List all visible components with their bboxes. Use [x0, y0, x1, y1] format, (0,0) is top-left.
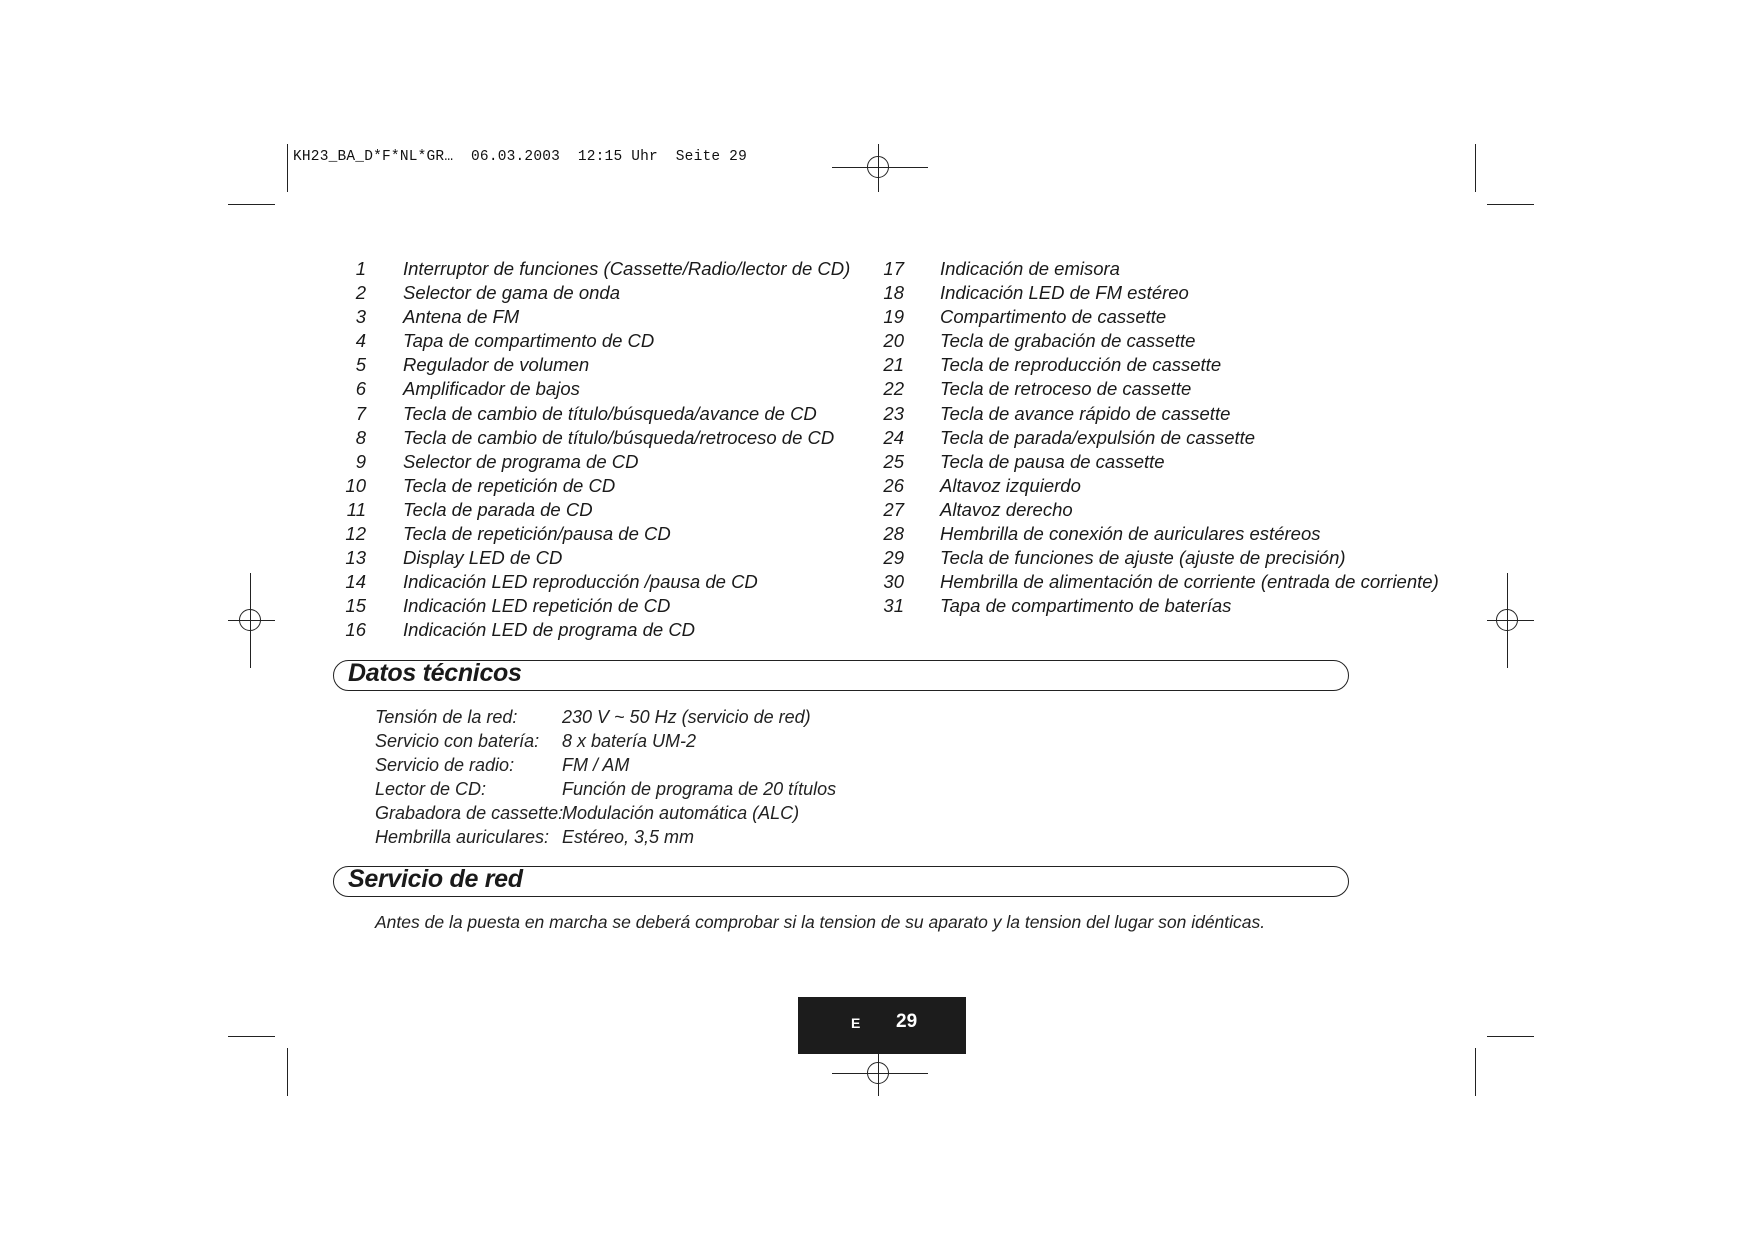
item-number: 23 [883, 402, 904, 424]
item-label: Hembrilla de conexión de auriculares estéreos [940, 523, 1321, 545]
item-label: Tecla de avance rápido de cassette [940, 402, 1231, 424]
spec-value: Modulación automática (ALC) [562, 803, 800, 824]
servicio-red-text: Antes de la puesta en marcha se deberá comprobar si la tension de su aparato y la tension del lugar son idénticas. [375, 912, 1266, 932]
item-label: Hembrilla de alimentación de corriente (entrada de corriente) [940, 571, 1439, 593]
crop-mark [287, 144, 288, 192]
item-number: 25 [883, 450, 904, 472]
spec-key: Servicio de radio: [375, 755, 515, 776]
item-number: 5 [355, 354, 366, 376]
spec-key: Tensión de la red: [375, 707, 518, 727]
item-label: Antena de FM [403, 306, 520, 328]
item-number: 11 [346, 498, 366, 520]
item-number: 21 [883, 354, 904, 376]
crop-mark [1475, 144, 1476, 192]
spec-key: Lector de CD: [375, 779, 487, 800]
item-label: Altavoz izquierdo [940, 474, 1081, 496]
crop-mark [1487, 1036, 1534, 1037]
item-number: 28 [883, 523, 904, 545]
spec-key: Hembrilla auriculares: [375, 827, 550, 848]
item-label: Tapa de compartimento de CD [403, 330, 655, 352]
item-label: Interruptor de funciones (Cassette/Radio/lector de CD) [403, 258, 851, 279]
item-number: 16 [345, 619, 366, 641]
spec-value: Función de programa de 20 títulos [562, 779, 837, 800]
crop-mark [287, 1048, 288, 1096]
item-number: 9 [355, 450, 366, 472]
item-label: Indicación LED de FM estéreo [940, 282, 1189, 304]
page-number-box [798, 997, 966, 1054]
item-label: Tecla de retroceso de cassette [940, 378, 1192, 400]
item-label: Amplificador de bajos [403, 378, 580, 400]
section-header-servicio-de-red [333, 866, 1349, 897]
item-number: 30 [883, 571, 904, 593]
spec-value: FM / AM [562, 755, 630, 776]
item-number: 22 [883, 378, 904, 400]
spec-key: Grabadora de cassette: [375, 803, 564, 824]
page-number: 29 [896, 1011, 918, 1032]
item-number: 20 [883, 330, 904, 352]
print-slug-line: KH23_BA_D*F*NL*GR… 06.03.2003 12:15 Uhr Seite 29 [293, 149, 747, 165]
crop-mark [228, 204, 275, 205]
item-number: 29 [883, 547, 904, 569]
crop-mark [228, 1036, 275, 1037]
item-number: 19 [883, 306, 904, 328]
item-number: 4 [355, 330, 366, 352]
item-number: 1 [355, 258, 366, 279]
item-number: 14 [345, 571, 366, 593]
item-label: Tapa de compartimento de baterías [940, 595, 1232, 617]
item-number: 10 [345, 474, 366, 496]
language-code: E [851, 1015, 861, 1031]
item-number: 15 [345, 595, 366, 617]
item-number: 6 [355, 378, 366, 400]
crop-mark [1475, 1048, 1476, 1096]
spec-value: 230 V ~ 50 Hz (servicio de red) [562, 707, 811, 727]
spec-key: Servicio con batería: [375, 731, 540, 752]
spec-value: Estéreo, 3,5 mm [562, 827, 695, 848]
item-number: 17 [883, 258, 904, 279]
item-label: Indicación LED de programa de CD [403, 619, 696, 641]
item-label: Tecla de parada/expulsión de cassette [940, 426, 1256, 448]
item-label: Tecla de repetición de CD [403, 474, 616, 496]
item-label: Tecla de grabación de cassette [940, 330, 1196, 352]
item-label: Tecla de funciones de ajuste (ajuste de precisión) [940, 547, 1346, 569]
item-number: 12 [345, 523, 366, 545]
item-number: 27 [883, 498, 904, 520]
section-title: Servicio de red [348, 865, 523, 893]
item-number: 8 [355, 426, 366, 448]
item-label: Indicación LED repetición de CD [403, 595, 671, 617]
item-label: Tecla de cambio de título/búsqueda/avance de CD [403, 402, 817, 424]
spec-value: 8 x batería UM-2 [562, 731, 697, 752]
item-label: Tecla de reproducción de cassette [940, 354, 1222, 376]
item-number: 13 [345, 547, 366, 569]
item-label: Tecla de repetición/pausa de CD [403, 523, 671, 545]
item-number: 24 [883, 426, 904, 448]
item-number: 26 [883, 474, 904, 496]
item-label: Altavoz derecho [940, 498, 1073, 520]
item-number: 3 [355, 306, 366, 328]
item-label: Tecla de cambio de título/búsqueda/retroceso de CD [403, 426, 835, 448]
item-label: Tecla de pausa de cassette [940, 450, 1165, 472]
crop-mark [1487, 204, 1534, 205]
item-label: Indicación LED reproducción /pausa de CD [403, 571, 758, 593]
item-label: Selector de programa de CD [403, 450, 639, 472]
item-number: 7 [355, 402, 366, 424]
section-header-datos-tecnicos [333, 660, 1349, 691]
item-label: Compartimento de cassette [940, 306, 1167, 328]
item-label: Indicación de emisora [940, 258, 1120, 279]
item-label: Selector de gama de onda [403, 282, 621, 304]
item-label: Tecla de parada de CD [403, 498, 593, 520]
item-number: 18 [883, 282, 904, 304]
section-title: Datos técnicos [348, 659, 522, 687]
item-number: 31 [883, 595, 904, 617]
item-label: Display LED de CD [403, 547, 563, 569]
item-label: Regulador de volumen [403, 354, 590, 376]
item-number: 2 [355, 282, 366, 304]
